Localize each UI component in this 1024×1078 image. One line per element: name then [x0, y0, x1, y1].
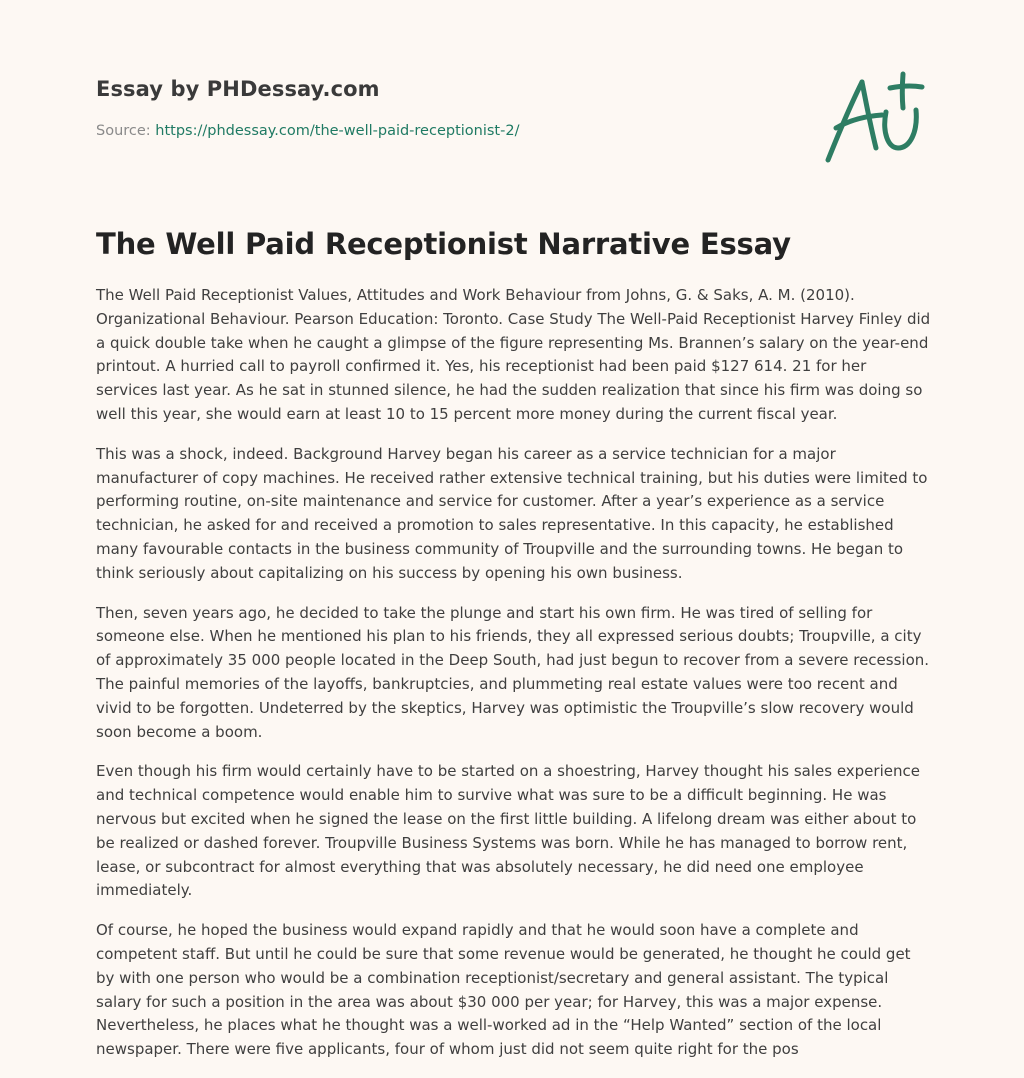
essay-title: The Well Paid Receptionist Narrative Essay: [96, 227, 791, 261]
site-title: Essay by PHDessay.com: [96, 77, 380, 101]
essay-paragraph-2: This was a shock, indeed. Background Harvey began his career as a service technician for a major manufacturer of copy machines. He received rather extensive technical training, but his duties were limited to performing routine, on-site maintenance and service for customer. After a year’s experience as a service technician, he asked for and received a promotion to sales representative. In this capacity, he established many favourable contacts in the business community of Troupville and the surrounding towns. He began to think seriously about capitalizing on his success by opening his own business.: [96, 444, 928, 582]
essay-paragraph-5: Of course, he hoped the business would expand rapidly and that he would soon have a complete and competent staff. But until he could be sure that some revenue would be generated, he thought he could get by with one person who would be a combination receptionist/secretary and general assistant. The typical salary for such a position in the area was about $30 000 per year; for Harvey, this was a major expense. Nevertheless, he places what he thought was a well-worked ad in the “Help Wanted” section of the local newspaper. There were five applicants, four of whom just did not seem quite right for the pos: [96, 921, 911, 1059]
essay-paragraph-4: Even though his firm would certainly have to be started on a shoestring, Harvey thought his sales experience and technical competence would enable him to survive what was sure to be a difficult beginning. He was nervous but excited when he signed the lease on the first little building. A lifelong dream was either about to be realized or dashed forever. Troupville Business Systems was born. While he has managed to borrow rent, lease, or subcontract for almost everything that was absolutely necessary, he did need one employee immediately.: [96, 762, 920, 900]
essay-paragraph-3: Then, seven years ago, he decided to take the plunge and start his own firm. He was tired of selling for someone else. When he mentioned his plan to his friends, they all expressed serious doubts; Troupville, a city of approximately 35 000 people located in the Deep South, had just begun to recover from a severe recession. The painful memories of the layoffs, bankruptcies, and plummeting real estate values were too recent and vivid to be forgotten. Undeterred by the skeptics, Harvey was optimistic the Troupville’s slow recovery would soon become a boom.: [96, 603, 930, 741]
essay-body: [96, 284, 932, 1078]
essay-paragraph-1: The Well Paid Receptionist Values, Attitudes and Work Behaviour from Johns, G. & Saks, A. M. (2010). Organizational Behaviour. Pearson Education: Toronto. Case Study The Well-Paid Receptionist Harvey Finley did a quick double take when he caught a glimpse of the figure representing Ms. Brannen’s salary on the year-end printout. A hurried call to payroll confirmed it. Yes, his receptionist had been paid $127 614. 21 for her services last year. As he sat in stunned silence, he had the sudden realization that since his firm was doing so well this year, she would earn at least 10 to 15 percent more money during the current fiscal year.: [96, 286, 931, 423]
source-line: [96, 123, 519, 139]
source-label: Source:: [96, 123, 151, 139]
a-plus-logo-icon: [818, 68, 930, 166]
source-link[interactable]: https://phdessay.com/the-well-paid-receptionist-2/: [155, 123, 520, 139]
